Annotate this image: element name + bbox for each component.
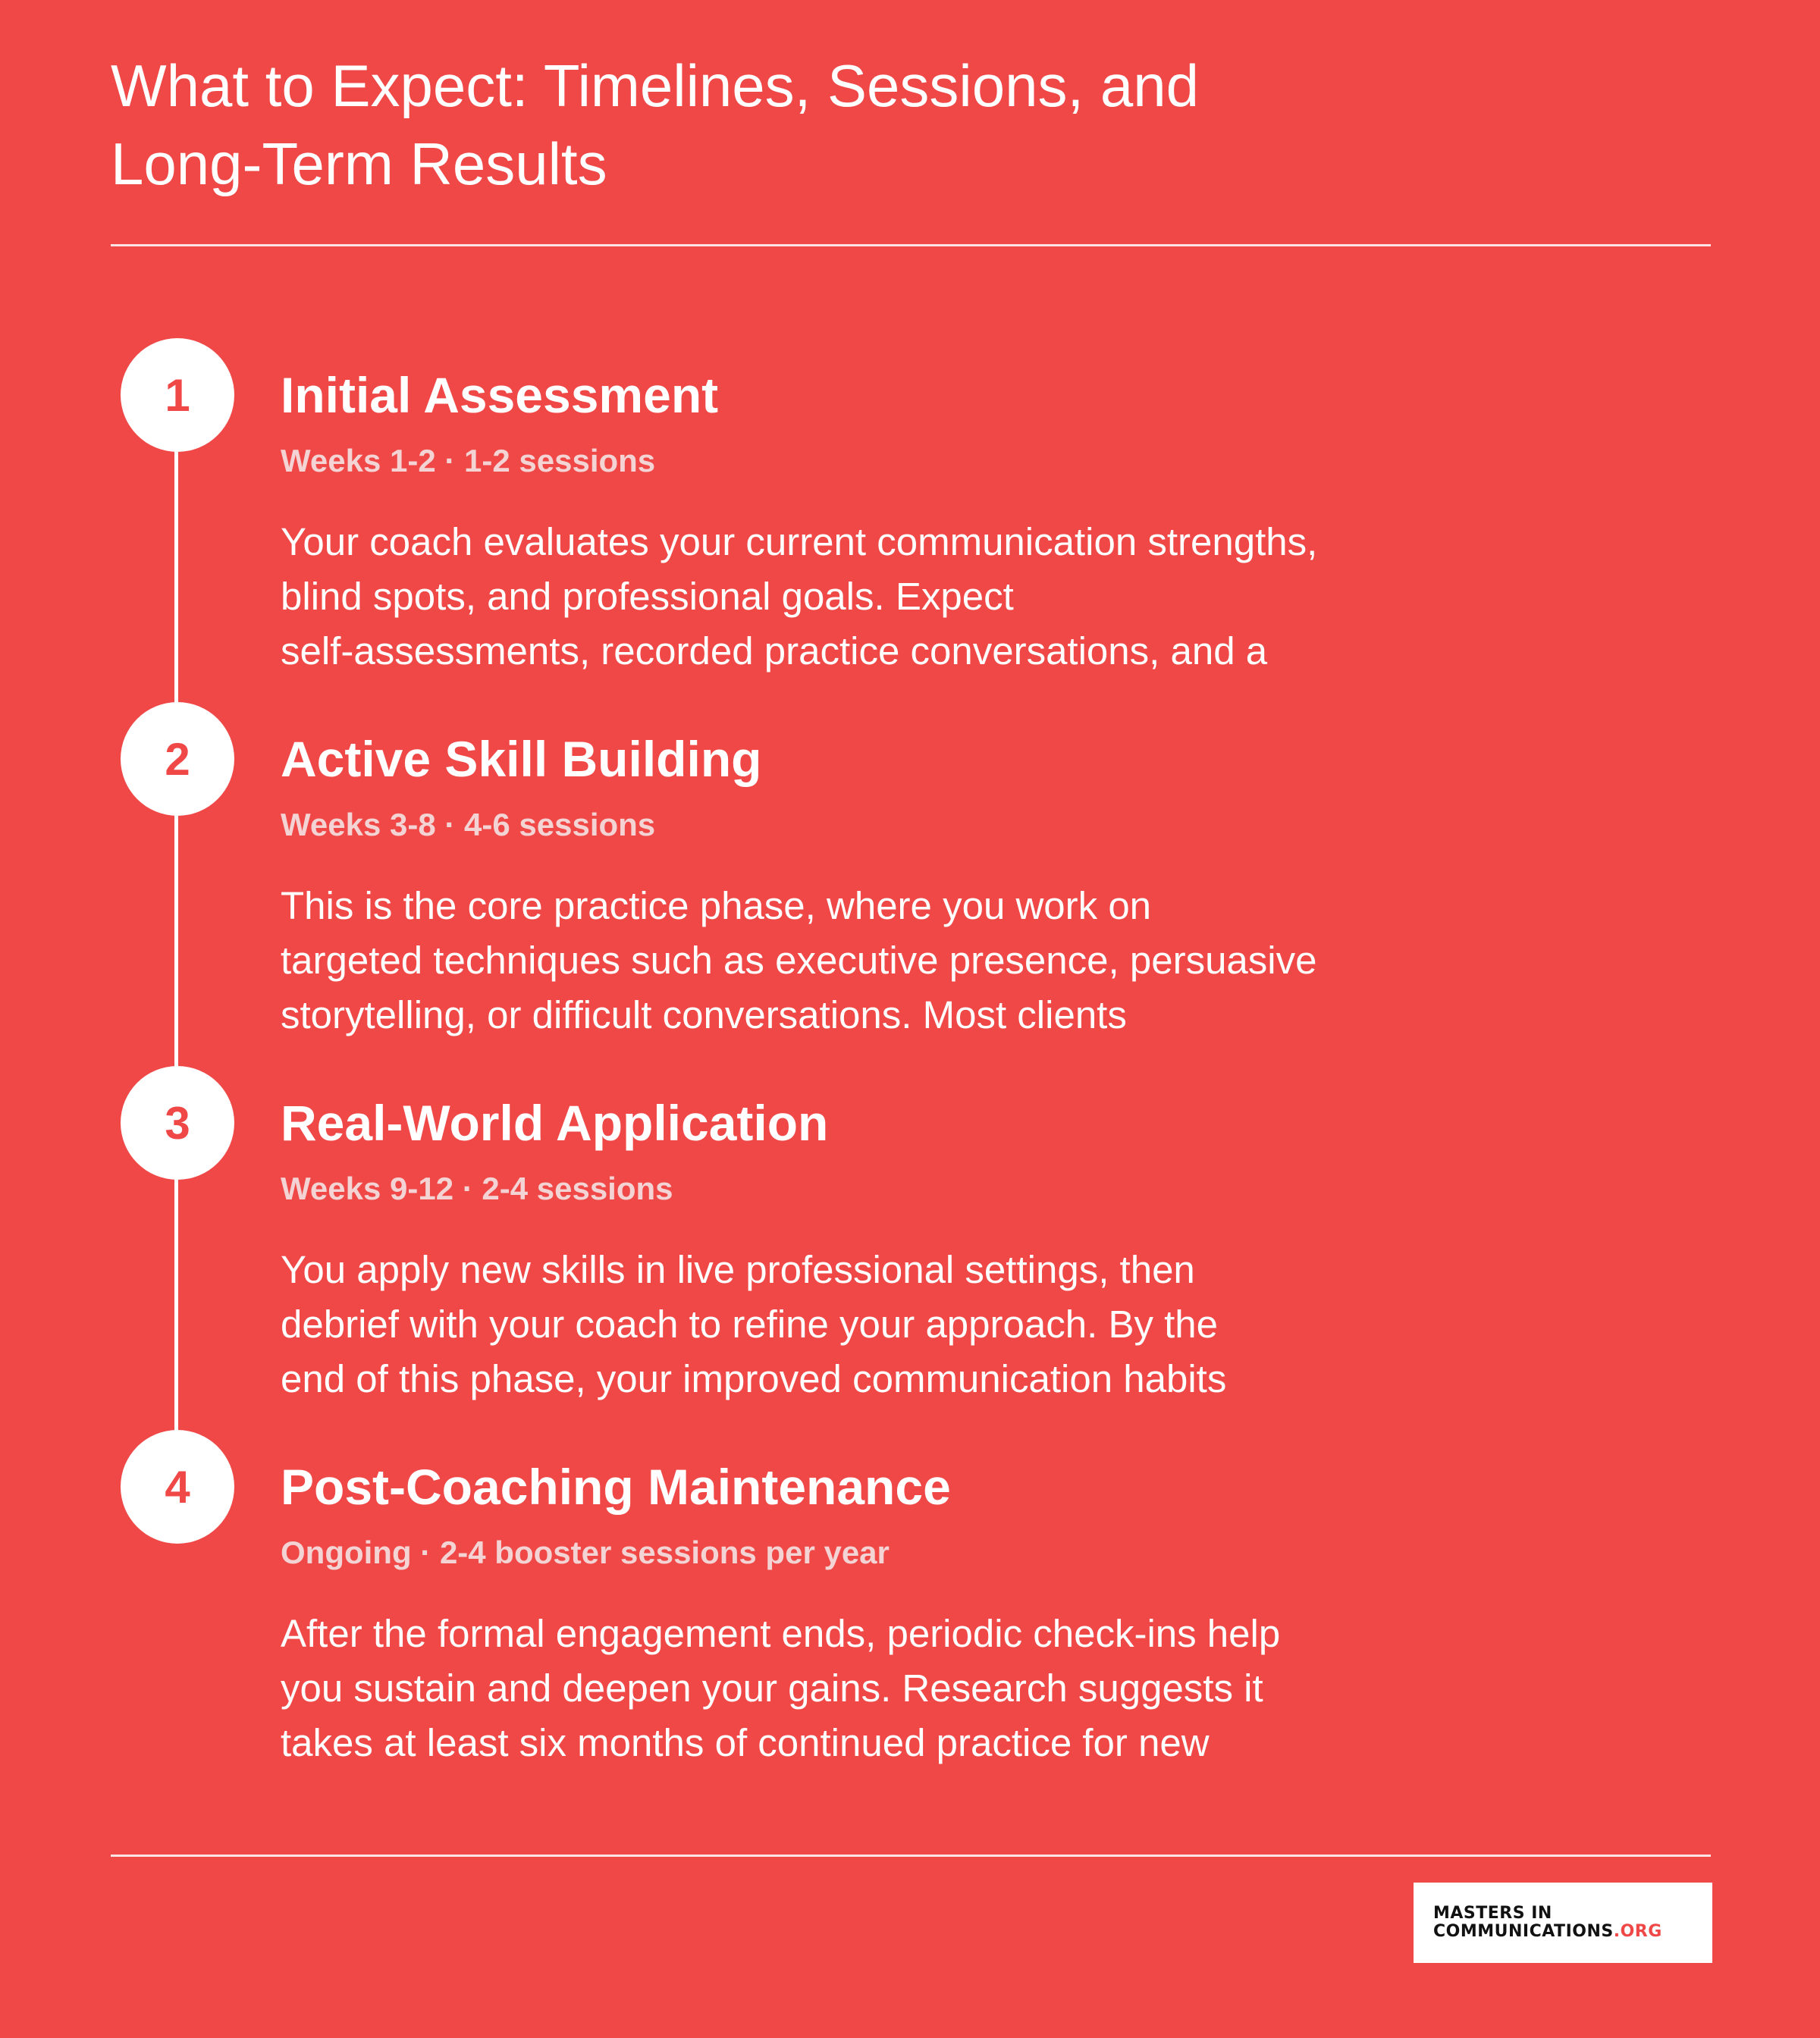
logo-line-2-main: COMMUNICATIONS xyxy=(1433,1922,1614,1941)
step-3 xyxy=(281,1093,1464,1406)
logo-org-suffix: .ORG xyxy=(1613,1922,1662,1941)
step-4-description xyxy=(281,1607,1464,1770)
step-1-desc-line: Your coach evaluates your current communication strengths, xyxy=(281,520,1318,563)
step-2-desc-line: This is the core practice phase, where you work on xyxy=(281,884,1152,927)
step-3-meta: Weeks 9-12 · 2-4 sessions xyxy=(281,1171,673,1206)
step-4-desc-line: After the formal engagement ends, periodic check-ins help xyxy=(281,1612,1281,1655)
step-4-title: Post-Coaching Maintenance xyxy=(281,1459,951,1515)
page-title-line-2: Long-Term Results xyxy=(111,130,607,197)
timeline-connector xyxy=(174,394,178,1494)
top-divider xyxy=(111,244,1711,246)
step-2 xyxy=(281,729,1464,1043)
step-1-desc-line: self-assessments, recorded practice conversations, and a xyxy=(281,629,1268,673)
step-1-meta: Weeks 1-2 · 1-2 sessions xyxy=(281,443,656,478)
step-2-desc-line: targeted techniques such as executive presence, persuasive xyxy=(281,939,1317,982)
logo-line-2 xyxy=(1433,1923,1712,1941)
step-3-number-circle: 3 xyxy=(121,1066,234,1180)
masters-in-communications-logo xyxy=(1414,1883,1712,1963)
page-title xyxy=(111,47,1552,203)
step-1-title: Initial Assessment xyxy=(281,367,719,423)
step-1-desc-line: blind spots, and professional goals. Expect xyxy=(281,575,1014,618)
step-4-desc-line: takes at least six months of continued practice for new xyxy=(281,1721,1210,1764)
step-2-description xyxy=(281,879,1464,1043)
step-3-desc-line: end of this phase, your improved communication habits xyxy=(281,1357,1227,1400)
step-4-desc-line: you sustain and deepen your gains. Research suggests it xyxy=(281,1666,1263,1710)
step-2-desc-line: storytelling, or difficult conversations. Most clients xyxy=(281,993,1127,1036)
bottom-divider xyxy=(111,1855,1711,1857)
step-3-title: Real-World Application xyxy=(281,1095,829,1151)
logo-line-1: MASTERS IN xyxy=(1433,1904,1552,1923)
step-2-title: Active Skill Building xyxy=(281,731,762,787)
step-1-number-circle: 1 xyxy=(121,338,234,452)
step-3-desc-line: debrief with your coach to refine your approach. By the xyxy=(281,1303,1219,1346)
step-1-description xyxy=(281,515,1464,679)
step-4-meta: Ongoing · 2-4 booster sessions per year xyxy=(281,1535,890,1570)
step-1 xyxy=(281,365,1464,679)
step-2-meta: Weeks 3-8 · 4-6 sessions xyxy=(281,807,656,842)
step-3-desc-line: You apply new skills in live professional settings, then xyxy=(281,1248,1195,1291)
step-4 xyxy=(281,1456,1464,1770)
step-4-number-circle: 4 xyxy=(121,1430,234,1544)
page-title-line-1: What to Expect: Timelines, Sessions, and xyxy=(111,52,1200,119)
step-3-description xyxy=(281,1243,1464,1406)
step-2-number-circle: 2 xyxy=(121,702,234,816)
